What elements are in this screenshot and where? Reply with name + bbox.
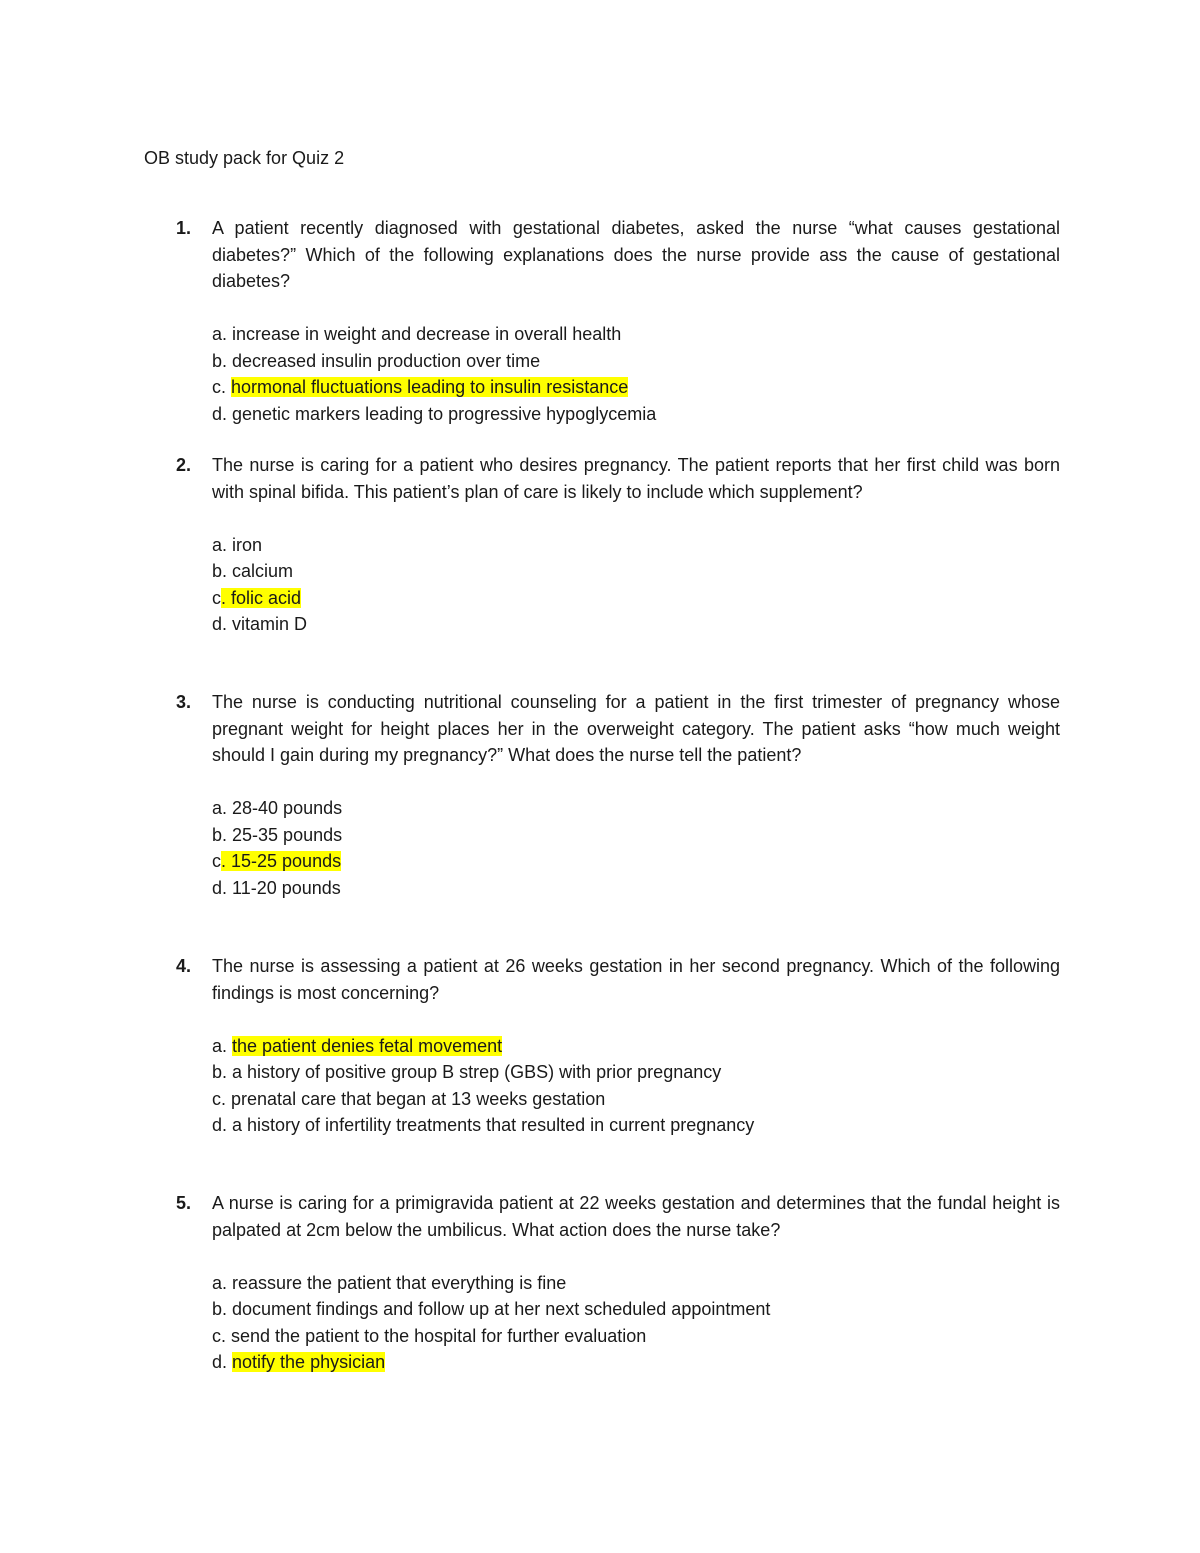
option-a xyxy=(212,1033,1060,1060)
option-letter: b. xyxy=(212,824,233,845)
option-letter: b. xyxy=(212,1299,233,1319)
option-c xyxy=(212,1323,1060,1350)
option-text-highlighted: notify the physician xyxy=(232,1352,386,1372)
option-letter: d. xyxy=(212,1115,233,1135)
option-text: 11-20 pounds xyxy=(232,877,341,898)
answer-options xyxy=(212,1033,1060,1139)
option-d xyxy=(212,875,1060,902)
option-letter: c xyxy=(212,587,221,608)
option-a xyxy=(212,321,1060,348)
option-text: a history of positive group B strep (GBS) with prior pregnancy xyxy=(232,1062,722,1082)
option-text: vitamin D xyxy=(232,614,308,634)
option-letter: a. xyxy=(212,1035,233,1056)
option-d xyxy=(212,401,1060,428)
option-b xyxy=(212,348,1060,375)
option-text: calcium xyxy=(232,561,294,581)
option-letter: d. xyxy=(212,877,233,898)
question-number: 1. xyxy=(176,218,192,238)
question-1 xyxy=(144,215,1060,427)
option-c xyxy=(212,1086,1060,1113)
option-text: prenatal care that began at 13 weeks gestation xyxy=(231,1088,606,1109)
option-c xyxy=(212,848,1060,875)
option-d xyxy=(212,1112,1060,1139)
option-letter: c. xyxy=(212,1088,232,1109)
question-text: The nurse is conducting nutritional counseling for a patient in the first trimester of pregnancy whose pregnant weight for height places her in the overweight category. The patient asks “how much weight should I gain during my pregnancy?” What does the nurse tell the patient? xyxy=(212,692,1060,765)
question-number: 3. xyxy=(176,692,192,712)
question-2 xyxy=(144,452,1060,638)
option-letter: b. xyxy=(212,1062,233,1082)
option-text: a history of infertility treatments that resulted in current pregnancy xyxy=(232,1115,755,1135)
question-text: The nurse is assessing a patient at 26 weeks gestation in her second pregnancy. Which of the following findings is most concerning? xyxy=(212,956,1060,1003)
option-b xyxy=(212,558,1060,585)
option-letter: d. xyxy=(212,1352,233,1372)
option-d xyxy=(212,611,1060,638)
question-number: 2. xyxy=(176,455,192,475)
option-a xyxy=(212,1270,1060,1297)
option-text: 28-40 pounds xyxy=(232,798,343,818)
option-text: increase in weight and decrease in overall health xyxy=(232,324,622,344)
answer-options xyxy=(212,321,1060,427)
option-letter: a. xyxy=(212,534,233,555)
option-b xyxy=(212,822,1060,849)
option-text: decreased insulin production over time xyxy=(232,350,541,371)
question-number: 5. xyxy=(176,1193,192,1213)
option-text-highlighted: the patient denies fetal movement xyxy=(232,1035,503,1056)
option-letter: c. xyxy=(212,377,232,397)
option-text-highlighted: hormonal fluctuations leading to insulin resistance xyxy=(231,377,629,397)
option-letter: c xyxy=(212,851,221,871)
question-5 xyxy=(144,1190,1060,1376)
option-letter: d. xyxy=(212,403,233,424)
option-letter: a. xyxy=(212,324,233,344)
question-3 xyxy=(144,689,1060,901)
option-letter: a. xyxy=(212,1272,233,1293)
option-text: iron xyxy=(232,534,263,555)
option-text: reassure the patient that everything is fine xyxy=(232,1272,567,1293)
option-c xyxy=(212,374,1060,401)
page-title: OB study pack for Quiz 2 xyxy=(144,148,345,168)
question-text: A patient recently diagnosed with gestational diabetes, asked the nurse “what causes gestational diabetes?” Which of the following explanations does the nurse provide ass the cause of gestational diabetes? xyxy=(212,218,1060,291)
option-b xyxy=(212,1059,1060,1086)
option-letter: c. xyxy=(212,1325,232,1346)
option-letter: b. xyxy=(212,350,233,371)
option-text: 25-35 pounds xyxy=(232,824,343,845)
option-letter: b. xyxy=(212,561,233,581)
question-4 xyxy=(144,953,1060,1139)
option-letter: d. xyxy=(212,614,233,634)
option-text: document findings and follow up at her next scheduled appointment xyxy=(232,1299,771,1319)
option-a xyxy=(212,795,1060,822)
option-b xyxy=(212,1296,1060,1323)
question-text: The nurse is caring for a patient who desires pregnancy. The patient reports that her first child was born with spinal bifida. This patient’s plan of care is likely to include which supplement? xyxy=(212,455,1060,502)
option-text-highlighted: . folic acid xyxy=(221,587,302,608)
answer-options xyxy=(212,795,1060,901)
option-text: send the patient to the hospital for further evaluation xyxy=(231,1325,647,1346)
option-a xyxy=(212,532,1060,559)
option-c xyxy=(212,585,1060,612)
option-text-highlighted: . 15-25 pounds xyxy=(221,851,342,871)
option-text: genetic markers leading to progressive hypoglycemia xyxy=(232,403,657,424)
option-letter: a. xyxy=(212,798,233,818)
answer-options xyxy=(212,532,1060,638)
answer-options xyxy=(212,1270,1060,1376)
question-number: 4. xyxy=(176,956,192,976)
option-d xyxy=(212,1349,1060,1376)
question-text: A nurse is caring for a primigravida patient at 22 weeks gestation and determines that the fundal height is palpated at 2cm below the umbilicus. What action does the nurse take? xyxy=(212,1193,1060,1240)
